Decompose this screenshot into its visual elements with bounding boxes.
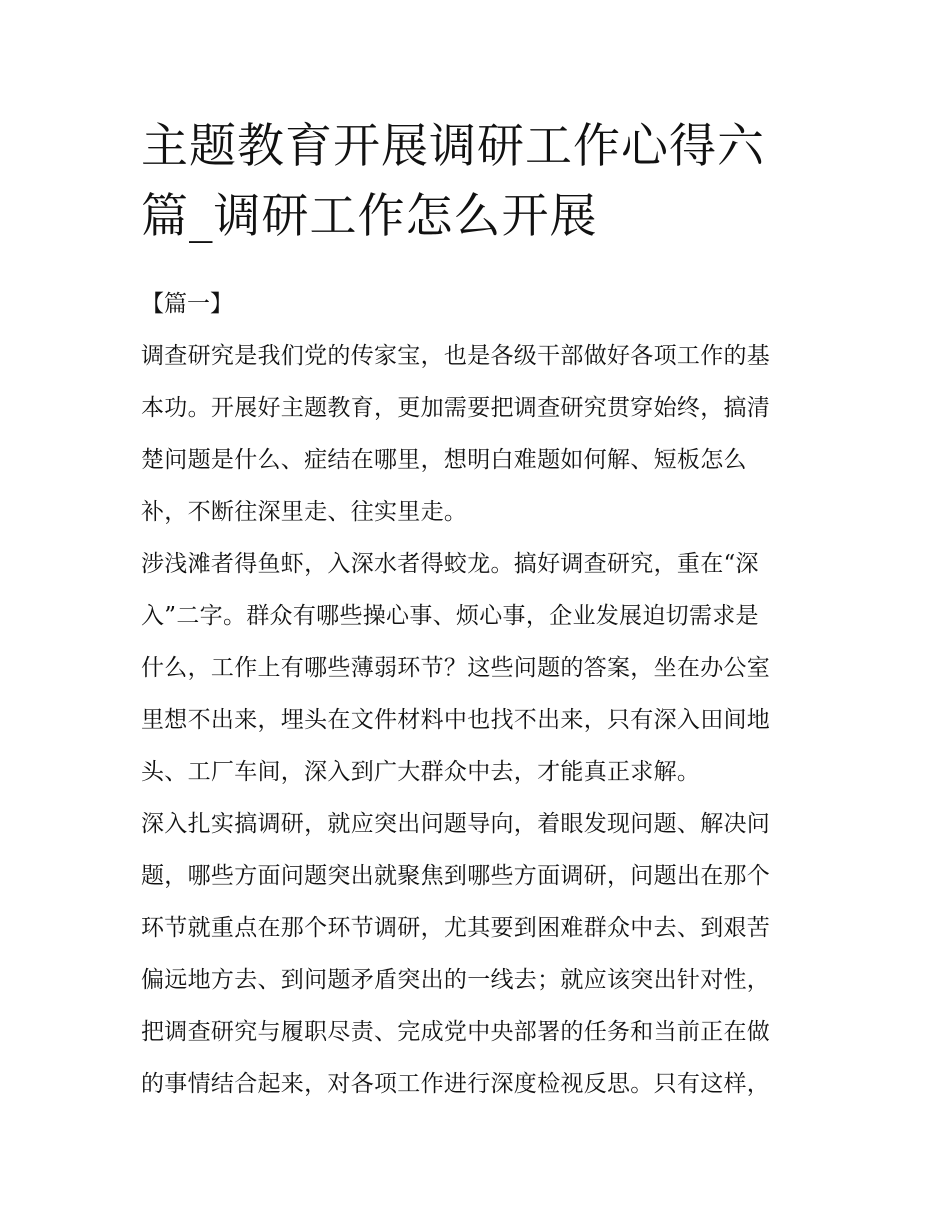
section-label: 【篇一】 xyxy=(141,291,233,317)
paragraph-2 xyxy=(141,538,813,798)
paragraph-line: 里想不出来，埋头在文件材料中也找不出来，只有深入田间地 xyxy=(141,707,771,733)
paragraph-line: 什么，工作上有哪些薄弱环节？这些问题的答案，坐在办公室 xyxy=(141,655,771,681)
paragraph-3 xyxy=(141,798,813,1110)
paragraph-line: 补，不断往深里走、往实里走。 xyxy=(141,499,468,525)
paragraph-line: 的事情结合起来，对各项工作进行深度检视反思。只有这样， xyxy=(141,1071,771,1097)
paragraph-line: 把调查研究与履职尽责、完成党中央部署的任务和当前正在做 xyxy=(141,1019,771,1045)
paragraph-line: 入”二字。群众有哪些操心事、烦心事，企业发展迫切需求是 xyxy=(141,603,759,629)
paragraph-line: 题，哪些方面问题突出就聚焦到哪些方面调研，问题出在那个 xyxy=(141,863,771,889)
title-line: 篇_调研工作怎么开展 xyxy=(141,189,598,244)
paragraph-line: 楚问题是什么、症结在哪里，想明白难题如何解、短板怎么 xyxy=(141,447,747,473)
paragraph-1 xyxy=(141,330,813,538)
paragraph-line: 本功。开展好主题教育，更加需要把调查研究贯穿始终，搞清 xyxy=(141,395,771,421)
paragraph-line: 头、工厂车间，深入到广大群众中去，才能真正求解。 xyxy=(141,759,701,785)
document-title xyxy=(141,112,813,252)
paragraph-line: 偏远地方去、到问题矛盾突出的一线去；就应该突出针对性， xyxy=(141,967,771,993)
document-body xyxy=(141,112,813,1110)
paragraph-line: 涉浅滩者得鱼虾，入深水者得蛟龙。搞好调查研究，重在“深 xyxy=(141,551,759,577)
paragraph-line: 调查研究是我们党的传家宝，也是各级干部做好各项工作的基 xyxy=(141,343,771,369)
title-line: 主题教育开展调研工作心得六 xyxy=(141,119,765,174)
paragraph-line: 深入扎实搞调研，就应突出问题导向，着眼发现问题、解决问 xyxy=(141,811,771,837)
paragraph-line: 环节就重点在那个环节调研，尤其要到困难群众中去、到艰苦 xyxy=(141,915,771,941)
